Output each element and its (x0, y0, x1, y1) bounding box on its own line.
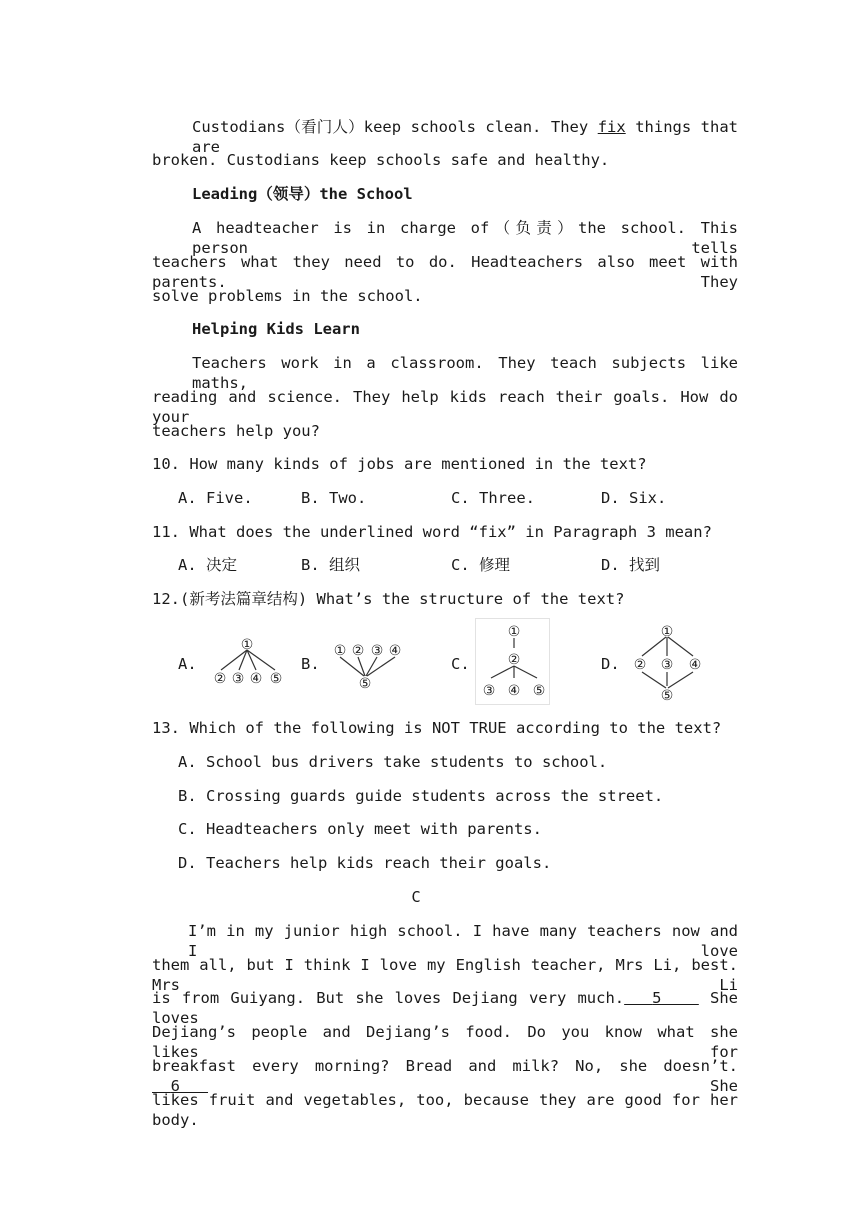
node-2: ② (507, 652, 521, 668)
underlined-word-fix: fix (597, 118, 626, 136)
helping-line-3: teachers help you? (152, 422, 320, 440)
passage-c-line-3: is from Guiyang. But she loves Dejiang very much. 5 She loves (152, 989, 738, 1027)
blank-5[interactable]: 5 (652, 989, 662, 1007)
node-2: ② (213, 671, 227, 687)
passage-c-line-5: breakfast every morning? Bread and milk? No, she doesn’t. 6 She (152, 1057, 738, 1095)
node-1: ① (660, 624, 674, 640)
passage-c-line-6: likes fruit and vegetables, too, because they are good for her body. (152, 1091, 738, 1129)
q10-option-b[interactable]: B. Two. (301, 489, 367, 507)
q10-option-a[interactable]: A. Five. (178, 489, 253, 507)
node-3: ③ (660, 657, 674, 673)
node-3: ③ (482, 683, 496, 699)
leading-line-1: A headteacher is in charge of（负责）the school. This person tells (192, 219, 738, 257)
node-5: ⑤ (660, 688, 674, 704)
q13-option-c[interactable]: C. Headteachers only meet with parents. (178, 820, 542, 838)
q10-option-c[interactable]: C. Three. (451, 489, 535, 507)
question-13-stem: 13. Which of the following is NOT TRUE according to the text? (152, 719, 722, 737)
passage-c-line-2: them all, but I think I love my English teacher, Mrs Li, best. Mrs Li (152, 956, 738, 994)
structure-diagram-c[interactable] (475, 618, 551, 706)
q12-option-d-letter[interactable]: D. (601, 655, 620, 673)
q11-option-b[interactable]: B. 组织 (301, 556, 360, 574)
node-3: ③ (231, 671, 245, 687)
leading-line-2: teachers what they need to do. Headteachers also meet with parents. They (152, 253, 738, 291)
q11-option-a[interactable]: A. 决定 (178, 556, 237, 574)
q11-option-c[interactable]: C. 修理 (451, 556, 510, 574)
custodians-line-1: Custodians（看门人）keep schools clean. They fix things that are (192, 118, 738, 156)
node-5: ⑤ (269, 671, 283, 687)
q11-option-d[interactable]: D. 找到 (601, 556, 660, 574)
node-1: ① (507, 624, 521, 640)
node-2: ② (633, 657, 647, 673)
leading-line-3: solve problems in the school. (152, 287, 423, 305)
custodians-line-2: broken. Custodians keep schools safe and healthy. (152, 151, 610, 169)
node-5: ⑤ (358, 676, 372, 692)
q12-option-a-letter[interactable]: A. (178, 655, 197, 673)
node-4: ④ (688, 657, 702, 673)
node-4: ④ (507, 683, 521, 699)
question-10-stem: 10. How many kinds of jobs are mentioned in the text? (152, 455, 647, 473)
structure-diagram-a[interactable] (205, 630, 291, 690)
q12-option-c-letter[interactable]: C. (451, 655, 470, 673)
heading-helping: Helping Kids Learn (192, 320, 360, 338)
node-4: ④ (249, 671, 263, 687)
node-4: ④ (388, 643, 402, 659)
helping-line-2: reading and science. They help kids reach their goals. How do your (152, 388, 738, 426)
structure-diagram-b[interactable] (328, 638, 408, 692)
question-12-stem: 12.(新考法篇章结构) What’s the structure of the text? (152, 590, 625, 608)
node-5: ⑤ (532, 683, 546, 699)
passage-c-line-1: I’m in my junior high school. I have many teachers now and I love (188, 922, 738, 960)
helping-line-1: Teachers work in a classroom. They teach subjects like maths, (192, 354, 738, 392)
q12-option-b-letter[interactable]: B. (301, 655, 320, 673)
q13-option-d[interactable]: D. Teachers help kids reach their goals. (178, 854, 552, 872)
node-1: ① (240, 637, 254, 653)
node-1: ① (333, 643, 347, 659)
node-3: ③ (370, 643, 384, 659)
question-11-stem: 11. What does the underlined word “fix” in Paragraph 3 mean? (152, 523, 712, 541)
structure-diagram-d[interactable] (627, 620, 711, 704)
heading-leading: Leading（领导）the School (192, 185, 413, 203)
node-2: ② (351, 643, 365, 659)
blank-6[interactable]: 6 (170, 1077, 181, 1095)
q10-option-d[interactable]: D. Six. (601, 489, 667, 507)
section-c-heading: C (411, 888, 421, 906)
passage-c-line-4: Dejiang’s people and Dejiang’s food. Do you know what she likes for (152, 1023, 738, 1061)
q13-option-b[interactable]: B. Crossing guards guide students across the street. (178, 787, 664, 805)
q13-option-a[interactable]: A. School bus drivers take students to school. (178, 753, 608, 771)
